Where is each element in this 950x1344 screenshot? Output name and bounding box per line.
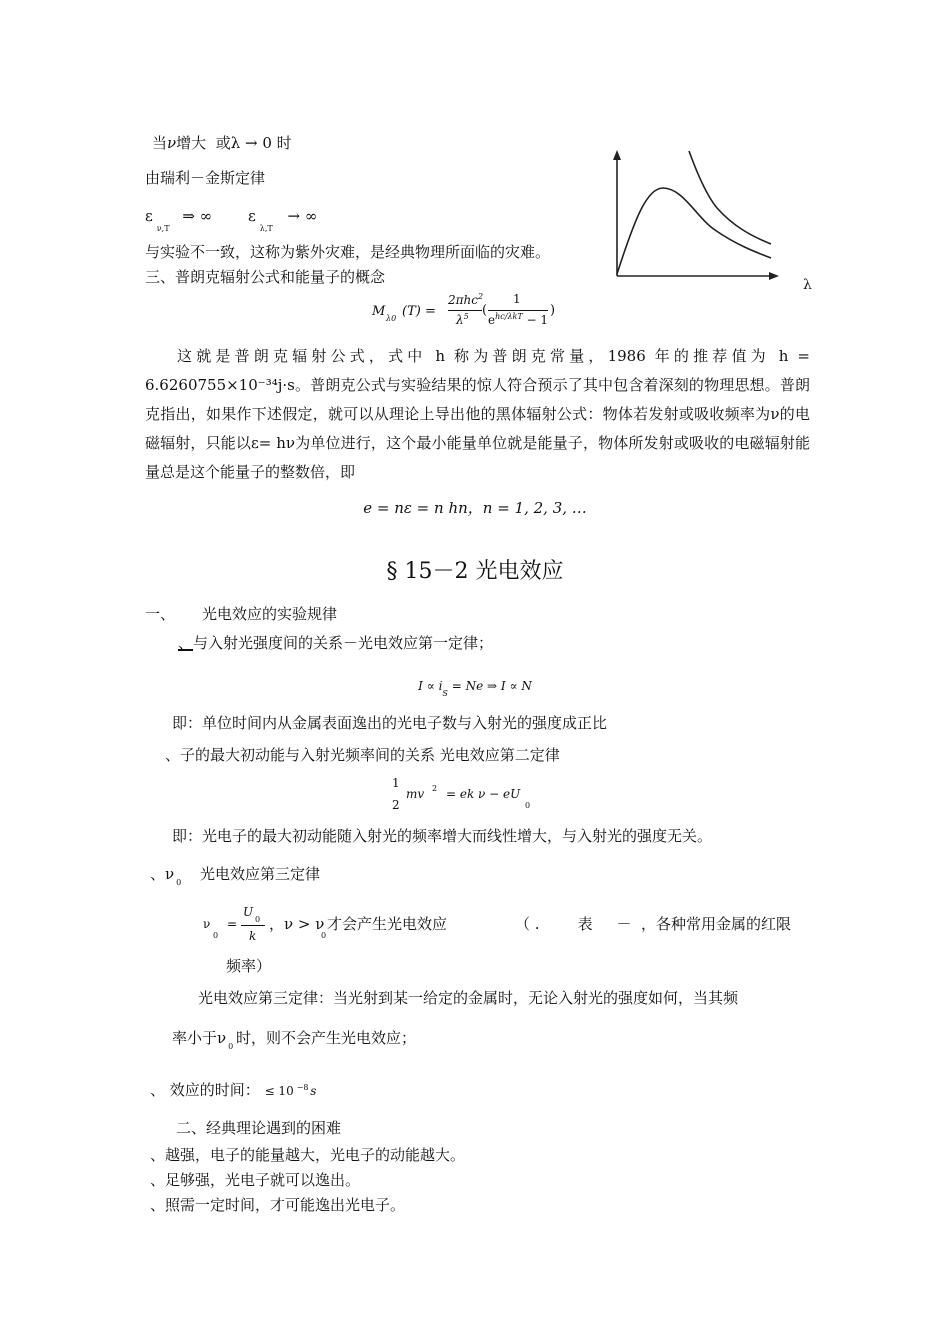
- law-two-explanation: 即：光电子的最大初动能随入射光的频率增大而线性增大，与入射光的强度无关。: [172, 827, 713, 845]
- law-one-formula-subscript: S: [442, 689, 448, 698]
- inner-numerator: 1: [513, 292, 521, 306]
- y-axis-arrowhead: [613, 150, 621, 160]
- difficulty-item-2: 、足够强，光电子就可以逸出。: [150, 1171, 361, 1189]
- threshold-nu-subscript: 0: [213, 931, 219, 940]
- exp-exponent: hc/λkT: [495, 312, 523, 321]
- law-three-mark-text: 、ν: [150, 865, 175, 883]
- formula-lhs-subscript: λ0: [386, 314, 397, 323]
- condition-text: ，ν > ν: [269, 915, 325, 933]
- frac-denominator: k: [249, 929, 257, 943]
- time-exponent: −8: [296, 1083, 309, 1092]
- x-axis-label: λ: [803, 277, 812, 293]
- part-one-number: 一、: [145, 605, 176, 623]
- epsilon-lambda-expression: [248, 206, 318, 233]
- law-three-explanation-line1: 光电效应第三定律：当光射到某一给定的金属时，无论入射光的强度如何，当其频: [198, 989, 739, 1007]
- law-one-title: [178, 633, 493, 653]
- uv-catastrophe-line: 与实验不一致，这称为紫外灾难，是经典物理所面临的灾难。: [145, 243, 551, 261]
- minus-one: − 1: [526, 313, 549, 327]
- kinetic-term: mv: [406, 787, 425, 801]
- condition-subscript: 0: [321, 931, 327, 940]
- exp-base: e: [488, 313, 496, 327]
- cond-increase: 增大: [176, 134, 207, 152]
- law-one-title-text: 与入射光强度间的关系－光电效应第一定律；: [193, 634, 494, 652]
- time-value: ≤ 10: [264, 1084, 294, 1098]
- part-two-title: 二、经典理论遇到的困难: [176, 1119, 342, 1137]
- epsilon-lambda-arrow: → ∞: [287, 207, 318, 225]
- inner-fraction-bar: [488, 310, 548, 311]
- numerator-text: 2πhc: [448, 293, 478, 307]
- law-one-mark: 、: [178, 634, 194, 652]
- law-three-title: 光电效应第三定律: [200, 865, 321, 883]
- epsilon-symbol: ε: [145, 207, 153, 225]
- law-two-title: 、子的最大初动能与入射光频率间的关系 光电效应第二定律: [165, 746, 560, 764]
- law-two-rhs: = ek ν − eU: [446, 787, 521, 801]
- threshold-nu: ν: [203, 917, 211, 931]
- open-paren: (: [482, 303, 488, 318]
- equals-sign: =: [227, 917, 238, 931]
- energy-quantum-formula: e = nε = n hn，n = 1, 2, 3, …: [363, 499, 587, 517]
- time-unit: s: [310, 1084, 317, 1098]
- cond-when: 时: [276, 134, 292, 152]
- law-one-formula: [0, 676, 950, 698]
- explanation-text-b: 时，则不会产生光电效应；: [236, 1029, 417, 1047]
- epsilon-lambda-subscript: λ,T: [259, 224, 273, 233]
- table-reference: （ . 表 － ，各种常用金属的红限: [515, 915, 792, 933]
- formula-lhs: M: [372, 304, 386, 319]
- fraction-numerator: 1: [392, 776, 400, 790]
- planck-curve: [617, 188, 771, 274]
- fraction-bar: [241, 925, 265, 926]
- frac-numerator-subscript: 0: [255, 915, 261, 924]
- blackbody-curve-graph: [605, 148, 820, 296]
- epsilon-symbol: ε: [248, 207, 256, 225]
- numerator-exponent: 2: [477, 292, 484, 301]
- inner-denominator: [488, 312, 548, 327]
- x-axis-arrowhead: [769, 272, 779, 280]
- cond-nu: ν: [167, 134, 177, 152]
- planck-formula: [372, 290, 572, 334]
- frac-numerator: U: [243, 905, 254, 919]
- velocity-exponent: 2: [432, 784, 438, 793]
- law-two-formula: [388, 776, 588, 820]
- explanation-subscript: 0: [228, 1042, 234, 1051]
- planck-paragraph: 这就是普朗克辐射公式，式中 h 称为普朗克常量，1986 年的推荐值为 h = 6.6260755×10⁻³⁴j·s。普朗克公式与实验结果的惊人符合预示了其中包含着深刻的物理思想。普朗克指出，如果作下述假定，就可以从理论上导出他的黑体辐射公式：物体若发射或吸收频率为ν的电磁辐射，只能以ε= hν为单位进行，这个最小能量单位就是能量子，物体所发射或吸收的电磁辐射能量总是这个能量子的整数倍，即: [145, 347, 810, 481]
- law-three-explanation-line2: [172, 1028, 416, 1051]
- law-three-mark-subscript: 0: [176, 878, 182, 887]
- law-three-mark: [150, 864, 182, 887]
- cond-lambda: λ → 0: [230, 134, 272, 152]
- fraction-bar: [448, 310, 482, 311]
- close-paren: ): [550, 303, 556, 318]
- voltage-subscript: 0: [525, 801, 531, 810]
- fraction-denominator: 2: [392, 798, 400, 812]
- section-heading: § 15－2 光电效应: [386, 559, 564, 584]
- difficulty-item-3: 、照需一定时间，才可能逸出光电子。: [150, 1196, 406, 1214]
- formula-denominator: [456, 312, 469, 327]
- epsilon-nu-subscript: ν,T: [156, 224, 170, 233]
- formula-lhs-argument: (T) =: [402, 304, 436, 319]
- difficulty-item-1: 、越强，电子的能量越大，光电子的动能越大。: [150, 1146, 466, 1164]
- law-four-title: 、 效应的时间：: [150, 1081, 260, 1099]
- cond-prefix: 当: [152, 134, 168, 152]
- section-three-title: 三、普朗克辐射公式和能量子的概念: [145, 268, 386, 286]
- explanation-text-a: 率小于ν: [172, 1029, 227, 1047]
- table-reference-continuation: 频率）: [226, 957, 272, 975]
- condition-line: [152, 133, 292, 153]
- rayleigh-jeans-line: 由瑞利－金斯定律: [145, 169, 266, 187]
- rayleigh-jeans-curve: [689, 151, 771, 244]
- law-one-formula-right: = Ne ⇒ I ∝ N: [451, 679, 532, 693]
- law-four-line: [150, 1080, 316, 1103]
- denominator-text: λ: [456, 313, 464, 327]
- law-one-explanation: 即：单位时间内从金属表面逸出的光电子数与入射光的强度成正比: [172, 714, 608, 732]
- epsilon-nu-arrow: ⇒ ∞: [182, 207, 213, 225]
- denominator-exponent: 5: [463, 312, 469, 321]
- part-one-title: 光电效应的实验规律: [202, 605, 338, 623]
- cond-or: 或: [215, 134, 231, 152]
- epsilon-nu-expression: [145, 206, 213, 233]
- formula-numerator: [448, 292, 483, 307]
- condition-rest: 才会产生光电效应: [327, 915, 448, 933]
- law-three-formula-line: [203, 905, 823, 949]
- law-one-formula-left: I ∝ i: [418, 679, 443, 693]
